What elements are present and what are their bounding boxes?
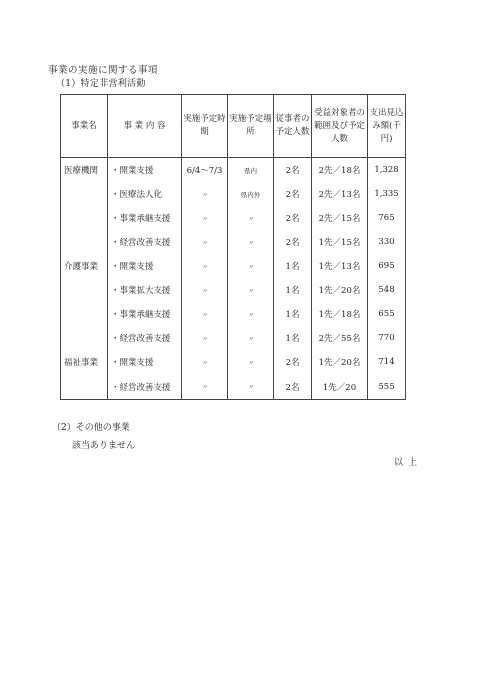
cell-amount: 765 <box>368 206 406 230</box>
header-period: 実施予定時期 <box>182 95 228 158</box>
cell-staff: 2名 <box>274 206 312 230</box>
section2-title: （2）その他の事業 <box>52 423 130 433</box>
cell-amount: 770 <box>368 326 406 350</box>
cell-place: 県内 <box>228 158 274 183</box>
cell-beneficiaries: 1先／13名 <box>312 254 368 278</box>
table-row <box>61 326 406 350</box>
cell-period: 〃 <box>182 206 228 230</box>
cell-staff: 1名 <box>274 302 312 326</box>
cell-place: 〃 <box>228 206 274 230</box>
cell-beneficiaries: 2先／18名 <box>312 158 368 183</box>
cell-business-name: 福祉事業 <box>61 350 108 374</box>
cell-content: ・経営改善支援 <box>108 230 182 254</box>
cell-beneficiaries: 2先／55名 <box>312 326 368 350</box>
table-row <box>61 350 406 374</box>
cell-business-name <box>61 374 108 400</box>
cell-business-name <box>61 278 108 302</box>
cell-beneficiaries: 2先／15名 <box>312 206 368 230</box>
cell-amount: 1,335 <box>368 182 406 206</box>
cell-business-name <box>61 302 108 326</box>
cell-beneficiaries: 1先／20名 <box>312 278 368 302</box>
cell-staff: 2名 <box>274 182 312 206</box>
cell-business-name <box>61 182 108 206</box>
header-place: 実施予定場所 <box>228 95 274 158</box>
cell-amount: 1,328 <box>368 158 406 183</box>
table-row <box>61 302 406 326</box>
table-header-row <box>61 95 406 158</box>
cell-amount: 695 <box>368 254 406 278</box>
cell-business-name <box>61 206 108 230</box>
cell-staff: 1名 <box>274 326 312 350</box>
cell-period: 〃 <box>182 302 228 326</box>
cell-amount: 714 <box>368 350 406 374</box>
cell-amount: 330 <box>368 230 406 254</box>
cell-staff: 2名 <box>274 158 312 183</box>
cell-content: ・事業拡大支援 <box>108 278 182 302</box>
cell-business-name <box>61 230 108 254</box>
table-row <box>61 206 406 230</box>
cell-content: ・経営改善支援 <box>108 374 182 400</box>
table-row <box>61 158 406 183</box>
cell-amount: 555 <box>368 374 406 400</box>
document-heading: 事業の実施に関する事項 <box>48 65 159 76</box>
cell-period: 6/4〜7/3 <box>182 158 228 183</box>
cell-staff: 2名 <box>274 230 312 254</box>
cell-period: 〃 <box>182 182 228 206</box>
table-row <box>61 374 406 400</box>
cell-period: 〃 <box>182 326 228 350</box>
cell-place: 〃 <box>228 230 274 254</box>
cell-content: ・事業承継支援 <box>108 206 182 230</box>
cell-content: ・経営改善支援 <box>108 326 182 350</box>
cell-place: 〃 <box>228 350 274 374</box>
cell-content: ・医療法人化 <box>108 182 182 206</box>
cell-beneficiaries: 1先／18名 <box>312 302 368 326</box>
table-row <box>61 230 406 254</box>
cell-place: 〃 <box>228 278 274 302</box>
activities-table <box>60 94 406 400</box>
header-staff: 従事者の予定人数 <box>274 95 312 158</box>
cell-staff: 1名 <box>274 278 312 302</box>
cell-beneficiaries: 1先／15名 <box>312 230 368 254</box>
table-row <box>61 278 406 302</box>
closing-mark: 以上 <box>394 458 423 468</box>
cell-place: 〃 <box>228 374 274 400</box>
cell-period: 〃 <box>182 230 228 254</box>
cell-place: 〃 <box>228 326 274 350</box>
cell-staff: 1名 <box>274 254 312 278</box>
cell-content: ・開業支援 <box>108 254 182 278</box>
cell-place: 県内外 <box>228 182 274 206</box>
cell-staff: 2名 <box>274 350 312 374</box>
cell-content: ・開業支援 <box>108 158 182 183</box>
cell-beneficiaries: 1先／20名 <box>312 350 368 374</box>
cell-period: 〃 <box>182 254 228 278</box>
header-amount: 支出見込み額(千円) <box>368 95 406 158</box>
cell-amount: 655 <box>368 302 406 326</box>
section1-title: （1）特定非営利活動 <box>56 79 146 89</box>
cell-beneficiaries: 2先／13名 <box>312 182 368 206</box>
header-business-name: 事業名 <box>61 95 108 158</box>
cell-content: ・開業支援 <box>108 350 182 374</box>
cell-place: 〃 <box>228 254 274 278</box>
cell-period: 〃 <box>182 374 228 400</box>
cell-period: 〃 <box>182 278 228 302</box>
cell-business-name <box>61 326 108 350</box>
cell-beneficiaries: 1先／20 <box>312 374 368 400</box>
cell-amount: 548 <box>368 278 406 302</box>
table-row <box>61 254 406 278</box>
cell-staff: 2名 <box>274 374 312 400</box>
cell-content: ・事業承継支援 <box>108 302 182 326</box>
cell-business-name: 医療機関 <box>61 158 108 183</box>
header-beneficiaries: 受益対象者の範囲及び予定人数 <box>312 95 368 158</box>
cell-business-name: 介護事業 <box>61 254 108 278</box>
section2-text: 該当ありません <box>72 441 136 451</box>
table-row <box>61 182 406 206</box>
cell-place: 〃 <box>228 302 274 326</box>
header-content: 事 業 内 容 <box>108 95 182 158</box>
cell-period: 〃 <box>182 350 228 374</box>
